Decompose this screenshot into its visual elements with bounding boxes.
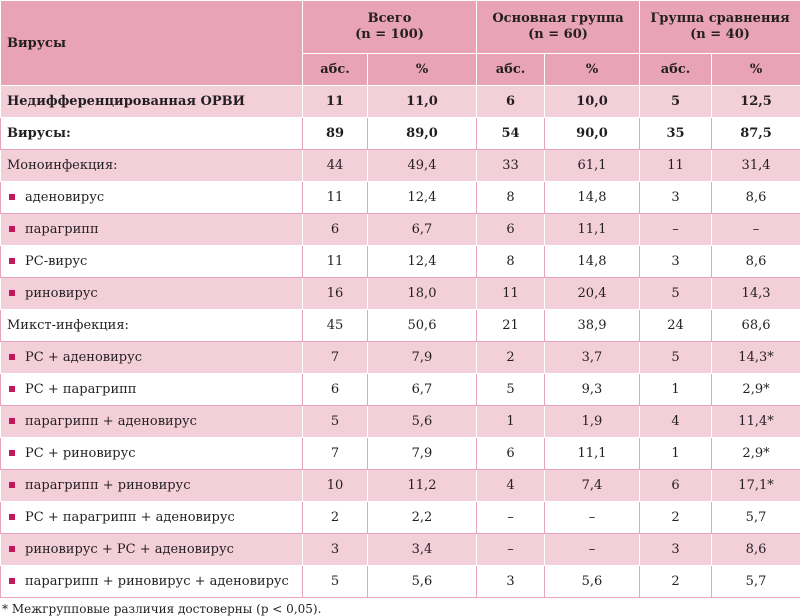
table-row [1, 278, 800, 310]
row-label: Моноинфекция: [1, 150, 303, 182]
table-row [1, 86, 800, 118]
table-cell: – [477, 534, 545, 566]
table-cell: 45 [303, 310, 368, 342]
row-label: РС + парагрипп + аденовирус [1, 502, 303, 534]
table-cell: 14,3 [712, 278, 800, 310]
table-row [1, 502, 800, 534]
table-row [1, 214, 800, 246]
table-cell: 3 [303, 534, 368, 566]
pct-header: % [545, 54, 640, 86]
row-label: аденовирус [1, 182, 303, 214]
table-cell: 7,9 [368, 342, 477, 374]
bullet-icon [9, 578, 15, 584]
row-label: РС + аденовирус [1, 342, 303, 374]
bullet-icon [9, 386, 15, 392]
table-cell: 2,2 [368, 502, 477, 534]
bullet-icon [9, 258, 15, 264]
table-cell: 7,9 [368, 438, 477, 470]
table-cell: 31,4 [712, 150, 800, 182]
table-cell: 1 [477, 406, 545, 438]
table-cell: 5 [640, 342, 712, 374]
bullet-icon [9, 354, 15, 360]
table-cell: 8,6 [712, 534, 800, 566]
table-cell: 2 [640, 566, 712, 598]
abs-header: абс. [477, 54, 545, 86]
table-cell: 8,6 [712, 246, 800, 278]
table-cell: – [545, 502, 640, 534]
group-header-comparison: Группа сравнения (n = 40) [640, 1, 800, 54]
table-cell: 11 [303, 182, 368, 214]
row-label: парагрипп + аденовирус [1, 406, 303, 438]
table-cell: 8 [477, 182, 545, 214]
table-cell: 5 [477, 374, 545, 406]
table-cell: 14,3* [712, 342, 800, 374]
row-label: парагрипп [1, 214, 303, 246]
row-label: Микст-инфекция: [1, 310, 303, 342]
bullet-icon [9, 226, 15, 232]
bullet-icon [9, 450, 15, 456]
table-body [1, 86, 800, 598]
table-cell: 3 [640, 182, 712, 214]
table-cell: 12,4 [368, 182, 477, 214]
bullet-icon [9, 546, 15, 552]
table-cell: 2,9* [712, 374, 800, 406]
table-cell: – [712, 214, 800, 246]
table-cell: 5,6 [368, 566, 477, 598]
table-cell: 14,8 [545, 182, 640, 214]
table-cell: 11,4* [712, 406, 800, 438]
table-cell: 24 [640, 310, 712, 342]
table-cell: 33 [477, 150, 545, 182]
table-cell: 4 [477, 470, 545, 502]
table-row [1, 118, 800, 150]
table-cell: 16 [303, 278, 368, 310]
table-cell: 49,4 [368, 150, 477, 182]
table-cell: 6 [477, 438, 545, 470]
table-cell: 61,1 [545, 150, 640, 182]
table-cell: 6 [303, 374, 368, 406]
table-cell: 5,7 [712, 566, 800, 598]
table-cell: 6,7 [368, 374, 477, 406]
table-row [1, 470, 800, 502]
table-cell: – [545, 534, 640, 566]
table-cell: 12,4 [368, 246, 477, 278]
table-cell: 11,0 [368, 86, 477, 118]
table-cell: 8 [477, 246, 545, 278]
table-cell: 2 [640, 502, 712, 534]
table-cell: 5,6 [368, 406, 477, 438]
table-cell: 87,5 [712, 118, 800, 150]
table-cell: 6 [477, 214, 545, 246]
table-row [1, 150, 800, 182]
table-row [1, 374, 800, 406]
table-row [1, 310, 800, 342]
table-cell: 11,1 [545, 214, 640, 246]
table-cell: 54 [477, 118, 545, 150]
table-cell: 6 [640, 470, 712, 502]
table-cell: 11,1 [545, 438, 640, 470]
table-cell: 2 [477, 342, 545, 374]
table-cell: 90,0 [545, 118, 640, 150]
table-cell: 68,6 [712, 310, 800, 342]
table-cell: 20,4 [545, 278, 640, 310]
row-label: РС + риновирус [1, 438, 303, 470]
table-cell: 12,5 [712, 86, 800, 118]
table-cell: 11 [640, 150, 712, 182]
table-cell: 6 [477, 86, 545, 118]
row-label: парагрипп + риновирус [1, 470, 303, 502]
table-cell: 89 [303, 118, 368, 150]
table-cell: 11,2 [368, 470, 477, 502]
bullet-icon [9, 290, 15, 296]
table-cell: 8,6 [712, 182, 800, 214]
table-cell: 1,9 [545, 406, 640, 438]
table-cell: 7 [303, 342, 368, 374]
table-cell: 3,7 [545, 342, 640, 374]
table-cell: 11 [303, 246, 368, 278]
table-row [1, 246, 800, 278]
table-cell: 21 [477, 310, 545, 342]
table-cell: 1 [640, 438, 712, 470]
table-row [1, 182, 800, 214]
table-cell: 7,4 [545, 470, 640, 502]
bullet-icon [9, 418, 15, 424]
table-cell: 5 [303, 566, 368, 598]
bullet-icon [9, 194, 15, 200]
table-cell: 6 [303, 214, 368, 246]
table-row [1, 342, 800, 374]
table-cell: 5,7 [712, 502, 800, 534]
group-header-total: Всего (n = 100) [303, 1, 477, 54]
table-cell: 10 [303, 470, 368, 502]
table-cell: 17,1* [712, 470, 800, 502]
table-cell: 3 [640, 534, 712, 566]
table-cell: 5 [640, 278, 712, 310]
table-cell: 10,0 [545, 86, 640, 118]
table-cell: 38,9 [545, 310, 640, 342]
table-cell: 7 [303, 438, 368, 470]
table-cell: 1 [640, 374, 712, 406]
row-label: Недифференцированная ОРВИ [1, 86, 303, 118]
bullet-icon [9, 514, 15, 520]
footnote: * Межгрупповые различия достоверны (p < 0,05). [2, 602, 800, 616]
abs-header: абс. [303, 54, 368, 86]
table-cell: 50,6 [368, 310, 477, 342]
table-cell: 35 [640, 118, 712, 150]
abs-header: абс. [640, 54, 712, 86]
pct-header: % [368, 54, 477, 86]
table-cell: 5 [640, 86, 712, 118]
table-cell: 11 [303, 86, 368, 118]
pct-header: % [712, 54, 800, 86]
row-label: РС-вирус [1, 246, 303, 278]
table-cell: 4 [640, 406, 712, 438]
table-cell: 11 [477, 278, 545, 310]
table-row [1, 534, 800, 566]
table-row [1, 406, 800, 438]
table-cell: 3,4 [368, 534, 477, 566]
bullet-icon [9, 482, 15, 488]
table-cell: 3 [640, 246, 712, 278]
table-cell: 9,3 [545, 374, 640, 406]
table-cell: – [640, 214, 712, 246]
table-row [1, 438, 800, 470]
table-cell: 44 [303, 150, 368, 182]
virus-column-header: Вирусы [1, 1, 303, 86]
row-label: риновирус [1, 278, 303, 310]
row-label: парагрипп + риновирус + аденовирус [1, 566, 303, 598]
table-cell: – [477, 502, 545, 534]
row-label: риновирус + РС + аденовирус [1, 534, 303, 566]
table-cell: 89,0 [368, 118, 477, 150]
group-header-main: Основная группа (n = 60) [477, 1, 640, 54]
table-row [1, 566, 800, 598]
row-label: Вирусы: [1, 118, 303, 150]
table-cell: 5 [303, 406, 368, 438]
row-label: РС + парагрипп [1, 374, 303, 406]
table-cell: 2 [303, 502, 368, 534]
table-cell: 14,8 [545, 246, 640, 278]
table-cell: 2,9* [712, 438, 800, 470]
table-cell: 6,7 [368, 214, 477, 246]
table-cell: 18,0 [368, 278, 477, 310]
table-cell: 5,6 [545, 566, 640, 598]
table-cell: 3 [477, 566, 545, 598]
